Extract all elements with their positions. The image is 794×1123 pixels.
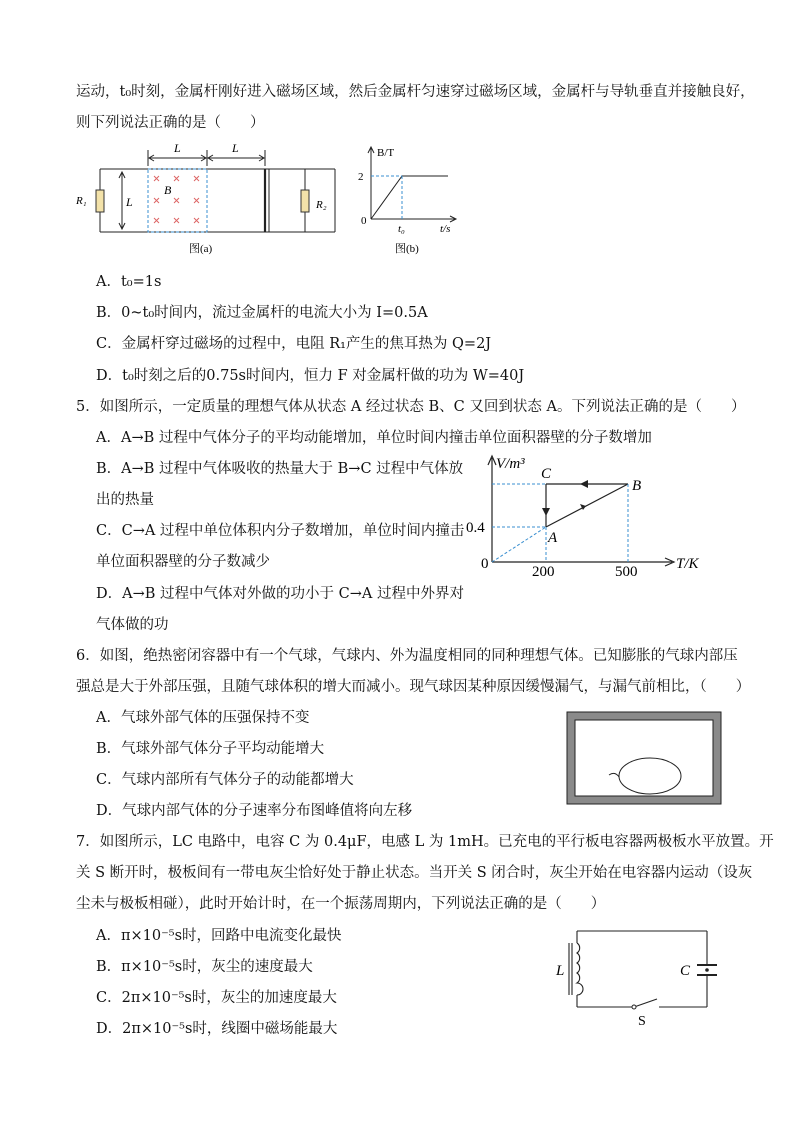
fig-b-xtick: t₀: [398, 223, 405, 235]
fig-a-L-top-2: L: [232, 141, 239, 155]
q6-stem-line1: 6．如图，绝热密闭容器中有一个气球，气球内、外为温度相同的同种理想气体。已知膨胀的气球内部压: [76, 648, 738, 664]
q5-option-c-line1: C．C→A 过程中单位体积内分子数增加，单位时间内撞击: [96, 523, 465, 539]
q4-figure-b: [355, 140, 465, 260]
q7-stem-line1: 7．如图所示，LC 电路中，电容 C 为 0.4μF，电感 L 为 1mH。已充电的平行板电容器两极板水平放置。开: [76, 834, 774, 850]
fig-b-caption: 图(b): [395, 243, 419, 255]
q4-stem-line1: 运动，t₀时刻，金属杆刚好进入磁场区域，然后金属杆匀速穿过磁场区域，金属杆与导轨垂直并接触良好，: [76, 84, 755, 100]
q4-option-b: B．0~t₀时间内，流过金属杆的电流大小为 I=0.5A: [96, 305, 428, 321]
fig-a-caption: 图(a): [189, 243, 213, 255]
fig-b-ylabel: B/T: [377, 147, 395, 159]
q5-option-b-line2: 出的热量: [96, 492, 154, 508]
q4-option-c: C．金属杆穿过磁场的过程中，电阻 R₁产生的焦耳热为 Q=2J: [96, 336, 492, 352]
circuit-label-L: L: [556, 963, 565, 979]
q5-label-B: B: [632, 478, 642, 494]
q5-option-c-line2: 单位面积器壁的分子数减少: [96, 554, 270, 570]
fig-a-B: B: [164, 183, 172, 197]
fig-a-R2: R₂: [316, 199, 327, 211]
q5-xlabel: T/K: [676, 556, 699, 572]
q7-option-c: C．2π×10⁻⁵s时，灰尘的加速度最大: [96, 990, 337, 1006]
q5-vt-graph: [462, 450, 722, 580]
q5-ylabel: V/m³: [496, 456, 525, 472]
q4-stem-line2: 则下列说法正确的是（ ）: [76, 115, 265, 131]
q5-label-A: A: [548, 530, 558, 546]
q5-ytick: 0.4: [466, 520, 485, 536]
q4-option-d: D．t₀时刻之后的0.75s时间内，恒力 F 对金属杆做的功为 W=40J: [96, 368, 525, 384]
q4-figure-a: [70, 140, 340, 260]
q5-stem: 5．如图所示，一定质量的理想气体从状态 A 经过状态 B、C 又回到状态 A。下列说法正确的是（ ）: [76, 399, 746, 415]
r1-resistor: [96, 190, 104, 212]
q5-option-d-line2: 气体做的功: [96, 617, 169, 633]
q5-origin: 0: [481, 556, 489, 572]
fig-a-L-top-1: L: [174, 141, 181, 155]
q7-stem-line3: 尘未与极板相碰），此时开始计时，在一个振荡周期内，下列说法正确的是（ ）: [76, 896, 606, 912]
q6-option-b: B．气球外部气体分子平均动能增大: [96, 741, 325, 757]
q5-option-b-line1: B．A→B 过程中气体吸收的热量大于 B→C 过程中气体放: [96, 461, 464, 477]
q6-option-d: D．气球内部气体的分子速率分布图峰值将向左移: [96, 803, 413, 819]
q7-option-b: B．π×10⁻⁵s时，灰尘的速度最大: [96, 959, 313, 975]
q6-stem-line2: 强总是大于外部压强，且随气球体积的增大而减小。现气球因某种原因缓慢漏气，与漏气前相比，（ ）: [76, 679, 751, 695]
balloon: [619, 758, 681, 794]
q5-option-a: A．A→B 过程中气体分子的平均动能增加，单位时间内撞击单位面积器壁的分子数增加: [96, 430, 652, 446]
fig-b-origin: 0: [361, 215, 367, 227]
q7-stem-line2: 关 S 断开时，极板间有一带电灰尘恰好处于静止状态。当开关 S 闭合时，灰尘开始在电容器内运动（设灰: [76, 865, 753, 881]
q6-container-figure: [566, 711, 722, 805]
fig-a-L-side: L: [126, 195, 133, 209]
r2-resistor: [301, 190, 309, 212]
fig-a-R1: R₁: [76, 195, 87, 207]
q6-option-a: A．气球外部气体的压强保持不变: [96, 710, 310, 726]
q7-option-a: A．π×10⁻⁵s时，回路中电流变化最快: [96, 928, 342, 944]
q7-option-d: D．2π×10⁻⁵s时，线圈中磁场能最大: [96, 1021, 338, 1037]
q6-option-c: C．气球内部所有气体分子的动能都增大: [96, 772, 354, 788]
q5-label-C: C: [541, 466, 552, 482]
fig-b-xlabel: t/s: [440, 223, 451, 235]
q4-option-a: A．t₀=1s: [96, 274, 162, 290]
fig-b-ytick: 2: [358, 171, 364, 183]
q5-xtick-1: 200: [532, 564, 555, 580]
q5-xtick-2: 500: [615, 564, 638, 580]
q7-lc-circuit: [552, 925, 722, 1029]
circuit-label-C: C: [680, 963, 691, 979]
q5-option-d-line1: D．A→B 过程中气体对外做的功小于 C→A 过程中外界对: [96, 586, 464, 602]
circuit-label-S: S: [638, 1014, 646, 1029]
